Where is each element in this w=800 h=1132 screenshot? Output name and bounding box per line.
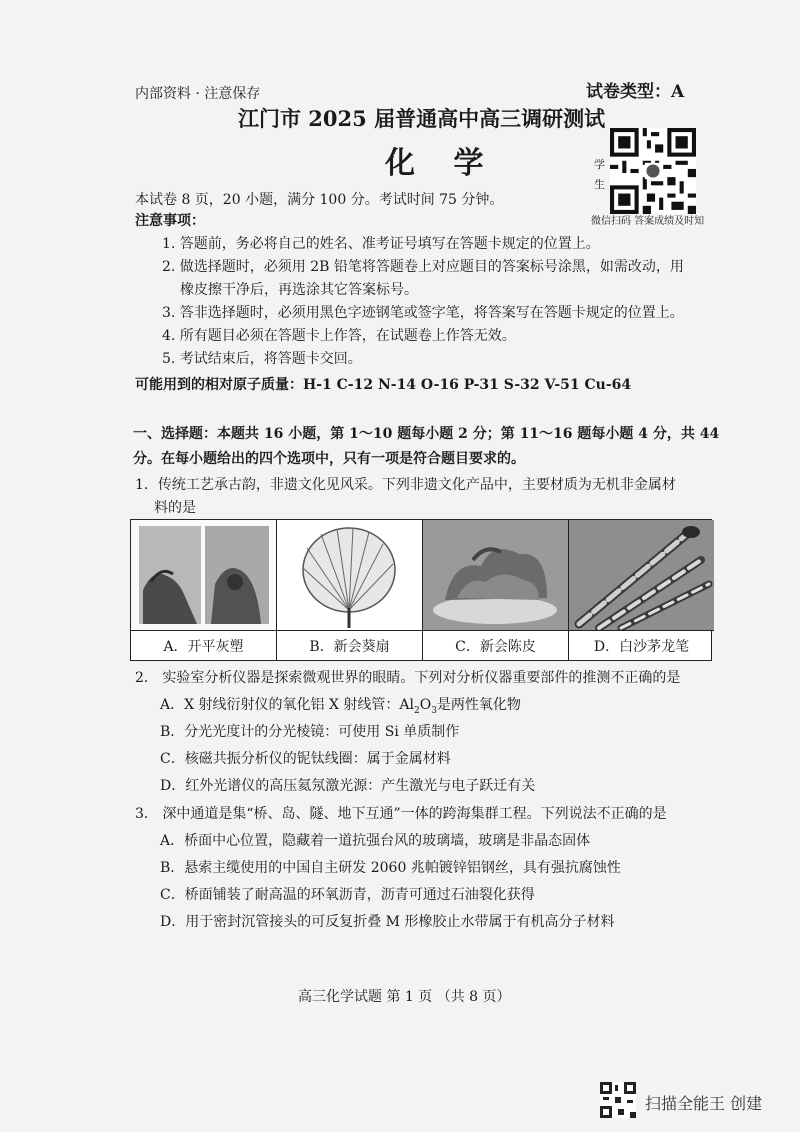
question-3-option-c: C．桥面铺装了耐高温的环氧沥青，沥青可通过石油裂化获得: [160, 887, 535, 903]
question-2-option-d: D．红外光谱仪的高压氦氖激光源：产生激光与电子跃迁有关: [160, 778, 536, 794]
option-d-image: [569, 520, 714, 631]
notice-item: 2. 做选择题时，必须用 2B 铅笔将答题卷上对应题目的答案标号涂黑，如需改动，用: [162, 259, 684, 275]
option-a-caption: A．开平灰塑: [163, 638, 244, 655]
option-d-caption: D．白沙茅龙笔: [593, 638, 690, 655]
question-3-option-a: A．桥面中心位置，隐藏着一道抗强台风的玻璃墙，玻璃是非晶态固体: [160, 833, 591, 849]
option-b-caption: B．新会葵扇: [309, 638, 390, 655]
notice-item: 1. 答题前，务必将自己的姓名、准考证号填写在答题卡规定的位置上。: [162, 236, 600, 252]
option-cell-c: [423, 520, 569, 660]
question-2-stem: 2． 实验室分析仪器是探索微观世界的眼睛。下列对分析仪器重要部件的推测不正确的是: [135, 670, 681, 686]
student-label: 学生: [594, 158, 605, 191]
question-2-option-a: [160, 694, 521, 716]
q2-option-a-text: A．X 射线衍射仪的氧化铝 X 射线管：Al: [160, 697, 414, 713]
watermark-qr-icon: [600, 1082, 636, 1118]
question-1-stem: 1．传统工艺承古韵，非遗文化见风采。下列非遗文化产品中，主要材质为无机非金属材: [135, 477, 676, 493]
qr-code[interactable]: [610, 128, 696, 214]
option-b-image: [277, 520, 422, 631]
option-c-image: [423, 520, 568, 631]
watermark-text: 扫描全能王 创建: [645, 1094, 763, 1113]
question-2-option-c: C．核磁共振分析仪的铌钛线圈：属于金属材料: [160, 751, 451, 767]
section-heading-cont: 分。在每小题给出的四个选项中，只有一项是符合题目要求的。: [133, 451, 525, 467]
option-a-image: [131, 520, 276, 631]
watermark-qr: [600, 1082, 636, 1118]
atomic-mass-line: 可能用到的相对原子质量：H-1 C-12 N-14 O-16 P-31 S-32 V-51 Cu-64: [135, 377, 632, 393]
page-footer: 高三化学试题 第 1 页 （共 8 页）: [298, 989, 511, 1005]
paper-type: 试卷类型：A: [586, 82, 685, 102]
section-heading: 一、选择题：本题共 16 小题，第 1～10 题每小题 2 分；第 11～16 题每小题 4 分，共 44: [133, 426, 720, 442]
question-3-option-b: B．悬索主缆使用的中国自主研发 2060 兆帕镀锌铝钢丝，具有强抗腐蚀性: [160, 860, 621, 876]
question-1-stem-cont: 料的是: [154, 500, 196, 516]
question-3-option-d: D．用于密封沉管接头的可反复折叠 M 形橡胶止水带属于有机高分子材料: [160, 914, 615, 930]
exam-title: 江门市 2025 届普通高中高三调研测试: [238, 106, 606, 131]
notice-item: 4. 所有题目必须在答题卡上作答，在试题卷上作答无效。: [162, 328, 516, 344]
notice-heading: 注意事项：: [135, 213, 205, 229]
question-3-stem: 3． 深中通道是集“桥、岛、隧、地下互通”一体的跨海集群工程。下列说法不正确的是: [135, 806, 667, 822]
q2-option-a-oxygen: O: [419, 697, 432, 713]
question-2-option-b: B．分光光度计的分光棱镜：可使用 Si 单质制作: [160, 724, 460, 740]
question-1-image-table: [130, 519, 712, 661]
subject-title: 化 学: [385, 146, 498, 181]
q2-option-a-tail: 是两性氧化物: [436, 697, 521, 713]
qr-code-icon: [610, 128, 696, 214]
option-cell-d: [569, 520, 714, 660]
option-c-caption: C．新会陈皮: [455, 638, 536, 655]
q2-subscript: 2: [413, 705, 420, 716]
notice-item: 5. 考试结束后，将答题卡交回。: [162, 351, 362, 367]
option-cell-b: [277, 520, 423, 660]
notice-item: 3. 答非选择题时，必须用黑色字迹钢笔或签字笔，将答案写在答题卡规定的位置上。: [162, 305, 684, 321]
q2-subscript: 3: [431, 705, 437, 716]
qr-caption: 微信扫码 答案成绩及时知: [591, 216, 705, 227]
notice-item: 橡皮擦干净后，再选涂其它答案标号。: [180, 282, 418, 298]
option-cell-a: [131, 520, 277, 660]
internal-note: 内部资料 · 注意保存: [135, 86, 261, 102]
exam-intro: 本试卷 8 页，20 小题，满分 100 分。考试时间 75 分钟。: [135, 192, 504, 208]
